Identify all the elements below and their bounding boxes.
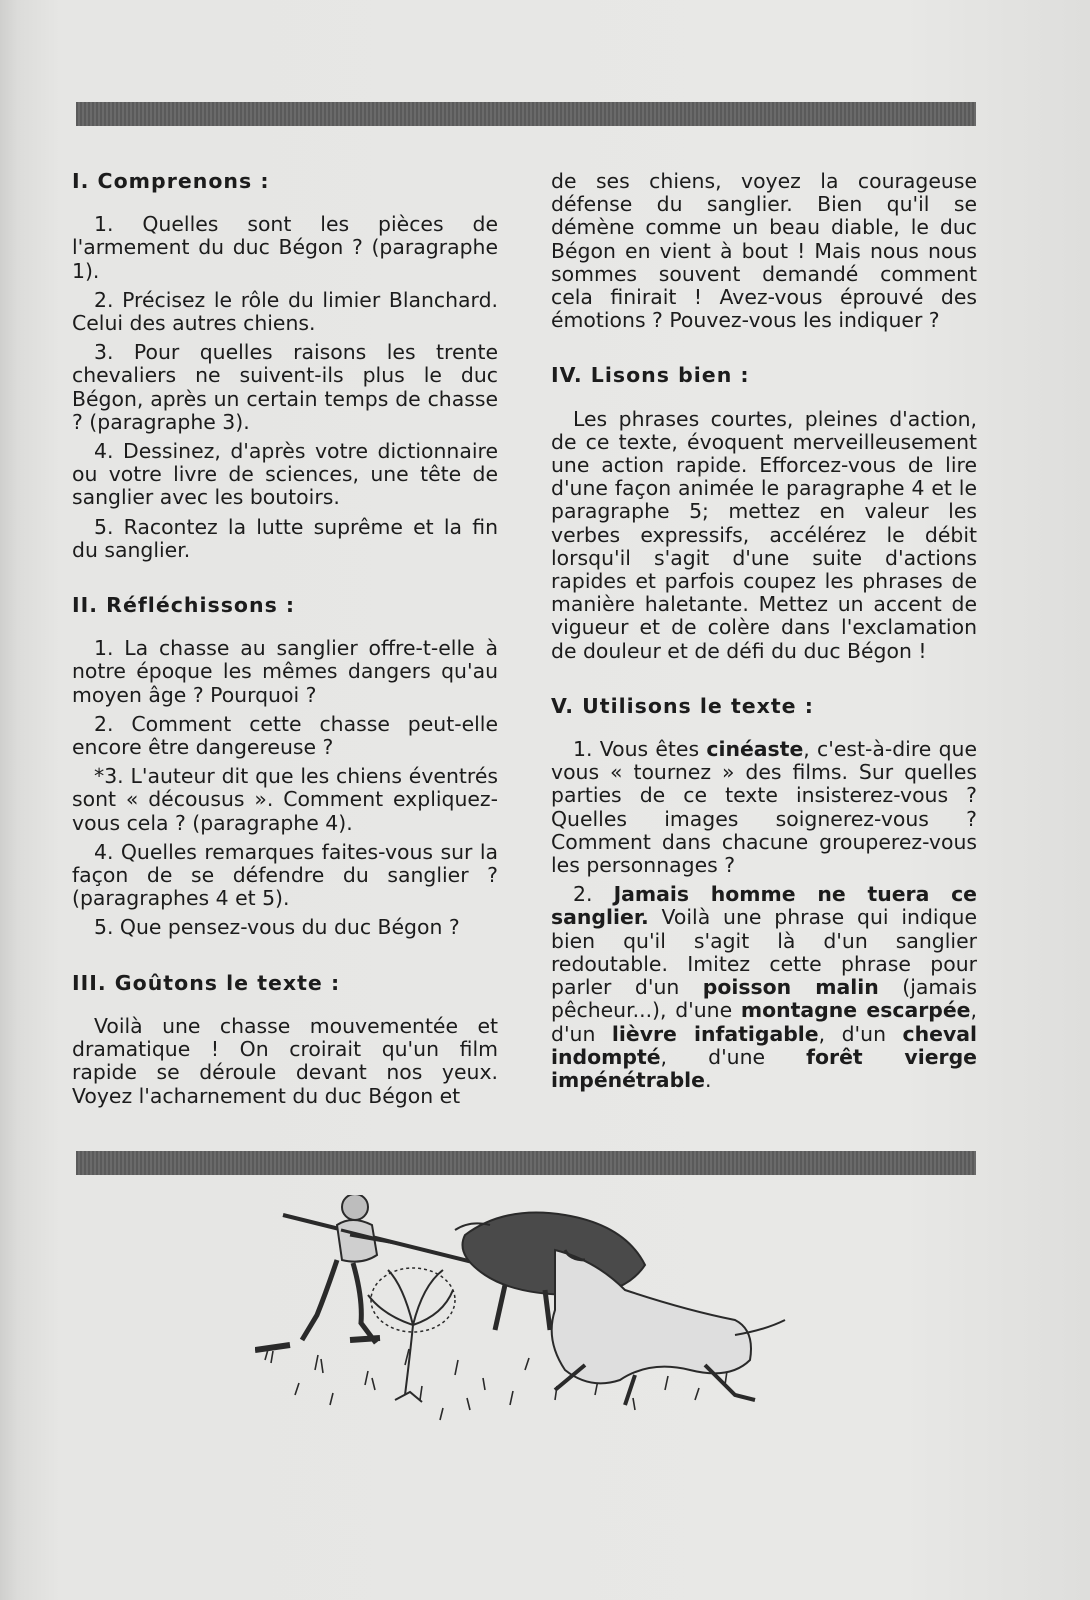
- utilisons-2-text-a: 2.: [573, 882, 614, 907]
- heading-lisons: IV. Lisons bien :: [551, 363, 750, 388]
- utilisons-2-text-g: .: [705, 1067, 712, 1092]
- utilisons-2-text-b: Voilà une phrase qui indique bien qu'il s'agit là d'un sanglier redoutable. Imitez cette phrase pour parler d'un: [551, 905, 977, 1000]
- question-1-1: 1. Quelles sont les pièces de l'armement du duc Bégon ? (paragraphe 1).: [72, 212, 498, 283]
- right-column: [551, 170, 977, 1098]
- question-2-4: 4. Quelles remarques faites-vous sur la façon de se défendre du sanglier ? (paragraphes 4 et 5).: [72, 839, 498, 911]
- lisons-text: Les phrases courtes, pleines d'action, de ce texte, évoquent merveilleusement une action rapide. Efforcez-vous de lire d'une façon animée le paragraphe 4 et le paragraphe 5; mettez en valeur les verbes expressifs, accélérez le débit lorsqu'il s'agit d'une suite d'actions rapides et parfois coupez les phrases de manière haletante. Mettez un accent de vigueur et de colère dans l'exclamation de douleur et de défi du duc Bégon !: [551, 406, 977, 663]
- utilisons-2-bold-6: forêt vierge impénétrable: [551, 1044, 977, 1092]
- top-rule: [76, 102, 976, 126]
- question-1-3: 3. Pour quelles raisons les trente chevaliers ne suivent-ils plus le duc Bégon, après un certain temps de chasse ? (paragraphe 3).: [72, 340, 498, 434]
- question-1-5: 5. Racontez la lutte suprême et la fin du sanglier.: [72, 514, 498, 562]
- utilisons-1-text-a: 1. Vous êtes: [573, 737, 707, 762]
- utilisons-2-text-d: , d'un: [551, 998, 977, 1046]
- utilisons-2-bold-5: cheval indompté: [551, 1021, 977, 1069]
- utilisons-1-text-b: , c'est-à-dire que vous « tournez » des films. Sur quelles parties de ce texte insisterez-vous ? Quelles images soignerez-vous ? Comment dans chacune grouperez-vous les personnages ?: [551, 737, 977, 878]
- utilisons-para-2: [551, 883, 977, 1092]
- utilisons-2-text-c: (jamais pêcheur...), d'une: [551, 975, 978, 1023]
- utilisons-1-bold: cinéaste: [706, 737, 804, 762]
- question-2-3: *3. L'auteur dit que les chiens éventrés sont « décousus ». Comment expliquez-vous cela ? (paragraphe 4).: [72, 764, 498, 835]
- utilisons-2-bold-4: lièvre infatigable: [611, 1021, 819, 1046]
- utilisons-2-bold-2: poisson malin: [702, 975, 879, 1000]
- left-column: [72, 170, 498, 1114]
- question-1-2: 2. Précisez le rôle du limier Blanchard. Celui des autres chiens.: [72, 287, 498, 336]
- utilisons-2-bold-3: montagne escarpée: [740, 998, 971, 1023]
- utilisons-2-text-f: , d'une: [660, 1044, 807, 1069]
- goutons-text-part1: Voilà une chasse mouvementée et dramatique ! On croirait qu'un film rapide se déroule devant nos yeux. Voyez l'acharnement du duc Bégon et: [72, 1013, 498, 1108]
- hunter-boar-dog-engraving-icon: [255, 1195, 800, 1440]
- question-2-1: 1. La chasse au sanglier offre-t-elle à notre époque les mêmes dangers qu'au moyen âge ? Pourquoi ?: [72, 636, 498, 707]
- question-2-5: 5. Que pensez-vous du duc Bégon ?: [94, 915, 460, 940]
- utilisons-2-bold-1: Jamais homme ne tuera ce sanglier.: [551, 882, 977, 930]
- bottom-rule: [76, 1151, 976, 1175]
- heading-utilisons: V. Utilisons le texte :: [551, 693, 814, 718]
- heading-goutons: III. Goûtons le texte :: [72, 970, 341, 995]
- goutons-text-part2: de ses chiens, voyez la courageuse défense du sanglier. Bien qu'il se démène comme un beau diable, le duc Bégon en vient à bout ! Mais nous nous sommes souvent demandé comment cela finirait ! Avez-vous éprouvé des émotions ? Pouvez-vous les indiquer ?: [551, 169, 977, 333]
- heading-comprenons: I. Comprenons :: [72, 169, 270, 193]
- question-1-4: 4. Dessinez, d'après votre dictionnaire ou votre livre de sciences, une tête de sanglier avec les boutoirs.: [72, 439, 498, 510]
- heading-reflechissons: II. Réfléchissons :: [72, 593, 296, 618]
- utilisons-para-1: [551, 738, 977, 877]
- question-2-2: 2. Comment cette chasse peut-elle encore être dangereuse ?: [72, 711, 498, 760]
- utilisons-2-text-e: , d'un: [818, 1021, 903, 1046]
